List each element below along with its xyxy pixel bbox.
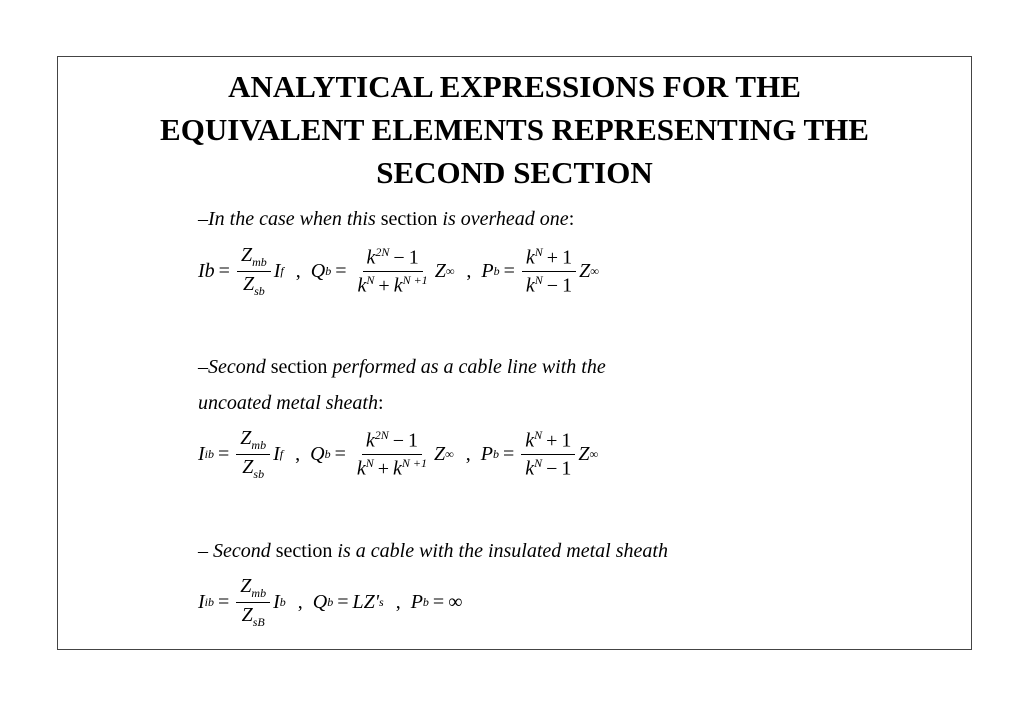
qb-expression: Q b = $\frac{k^{2N} - 1}{k^N + k^{N +1}}$ Z ∞ (310, 428, 454, 480)
pb-expression: P b = $\frac{k^N + 1}{k^N - 1}$ Z ∞ (480, 428, 599, 480)
case-uncoated-heading: –Second section performed as a cable line with the (198, 356, 606, 378)
page-title (58, 65, 971, 194)
formula-overhead: Ib = $\frac{Z_{mb}}{Z_{sb}}$ I f , Q b = $\frac{k^{2N} - 1}{k^N + k^{N +1}}$ Z ∞ , P b = $\frac{k^N + 1}{k^N - 1}$ Z ∞ (198, 244, 599, 298)
iib-expression: I ib = $\frac{Z_{mb}}{Z_{sb}}$ I f (198, 427, 284, 481)
title-line-3: SECOND SECTION (376, 155, 653, 190)
slide-frame (57, 56, 972, 650)
case-insulated-heading: – Second section is a cable with the insulated metal sheath (198, 540, 668, 562)
iib-expression: I ib = $\frac{Z_{mb}}{Z_{sB}}$ I b (198, 575, 286, 629)
qb-expression: Q b = $\frac{k^{2N} - 1}{k^N + k^{N +1}}$ Z ∞ (310, 245, 455, 297)
qb-expression: Q b = LZ' s (312, 591, 384, 613)
title-line-1: ANALYTICAL EXPRESSIONS FOR THE (228, 69, 801, 104)
case-overhead-heading: –In the case when this section is overhead one: (198, 208, 575, 230)
pb-expression: P b = ∞ (410, 591, 463, 613)
title-line-2: EQUIVALENT ELEMENTS REPRESENTING THE (160, 112, 869, 147)
formula-insulated: I ib = $\frac{Z_{mb}}{Z_{sB}}$ I b , Q b = LZ' s , P b = ∞ (198, 575, 463, 629)
case-uncoated-heading-line2: uncoated metal sheath: (198, 392, 384, 414)
pb-expression: P b = $\frac{k^N + 1}{k^N - 1}$ Z ∞ (481, 245, 599, 297)
formula-uncoated: I ib = $\frac{Z_{mb}}{Z_{sb}}$ I f , Q b = $\frac{k^{2N} - 1}{k^N + k^{N +1}}$ Z ∞ , P b = $\frac{k^N + 1}{k^N - 1}$ Z ∞ (198, 427, 599, 481)
ib-expression: Ib = $\frac{Z_{mb}}{Z_{sb}}$ I f (198, 244, 284, 298)
